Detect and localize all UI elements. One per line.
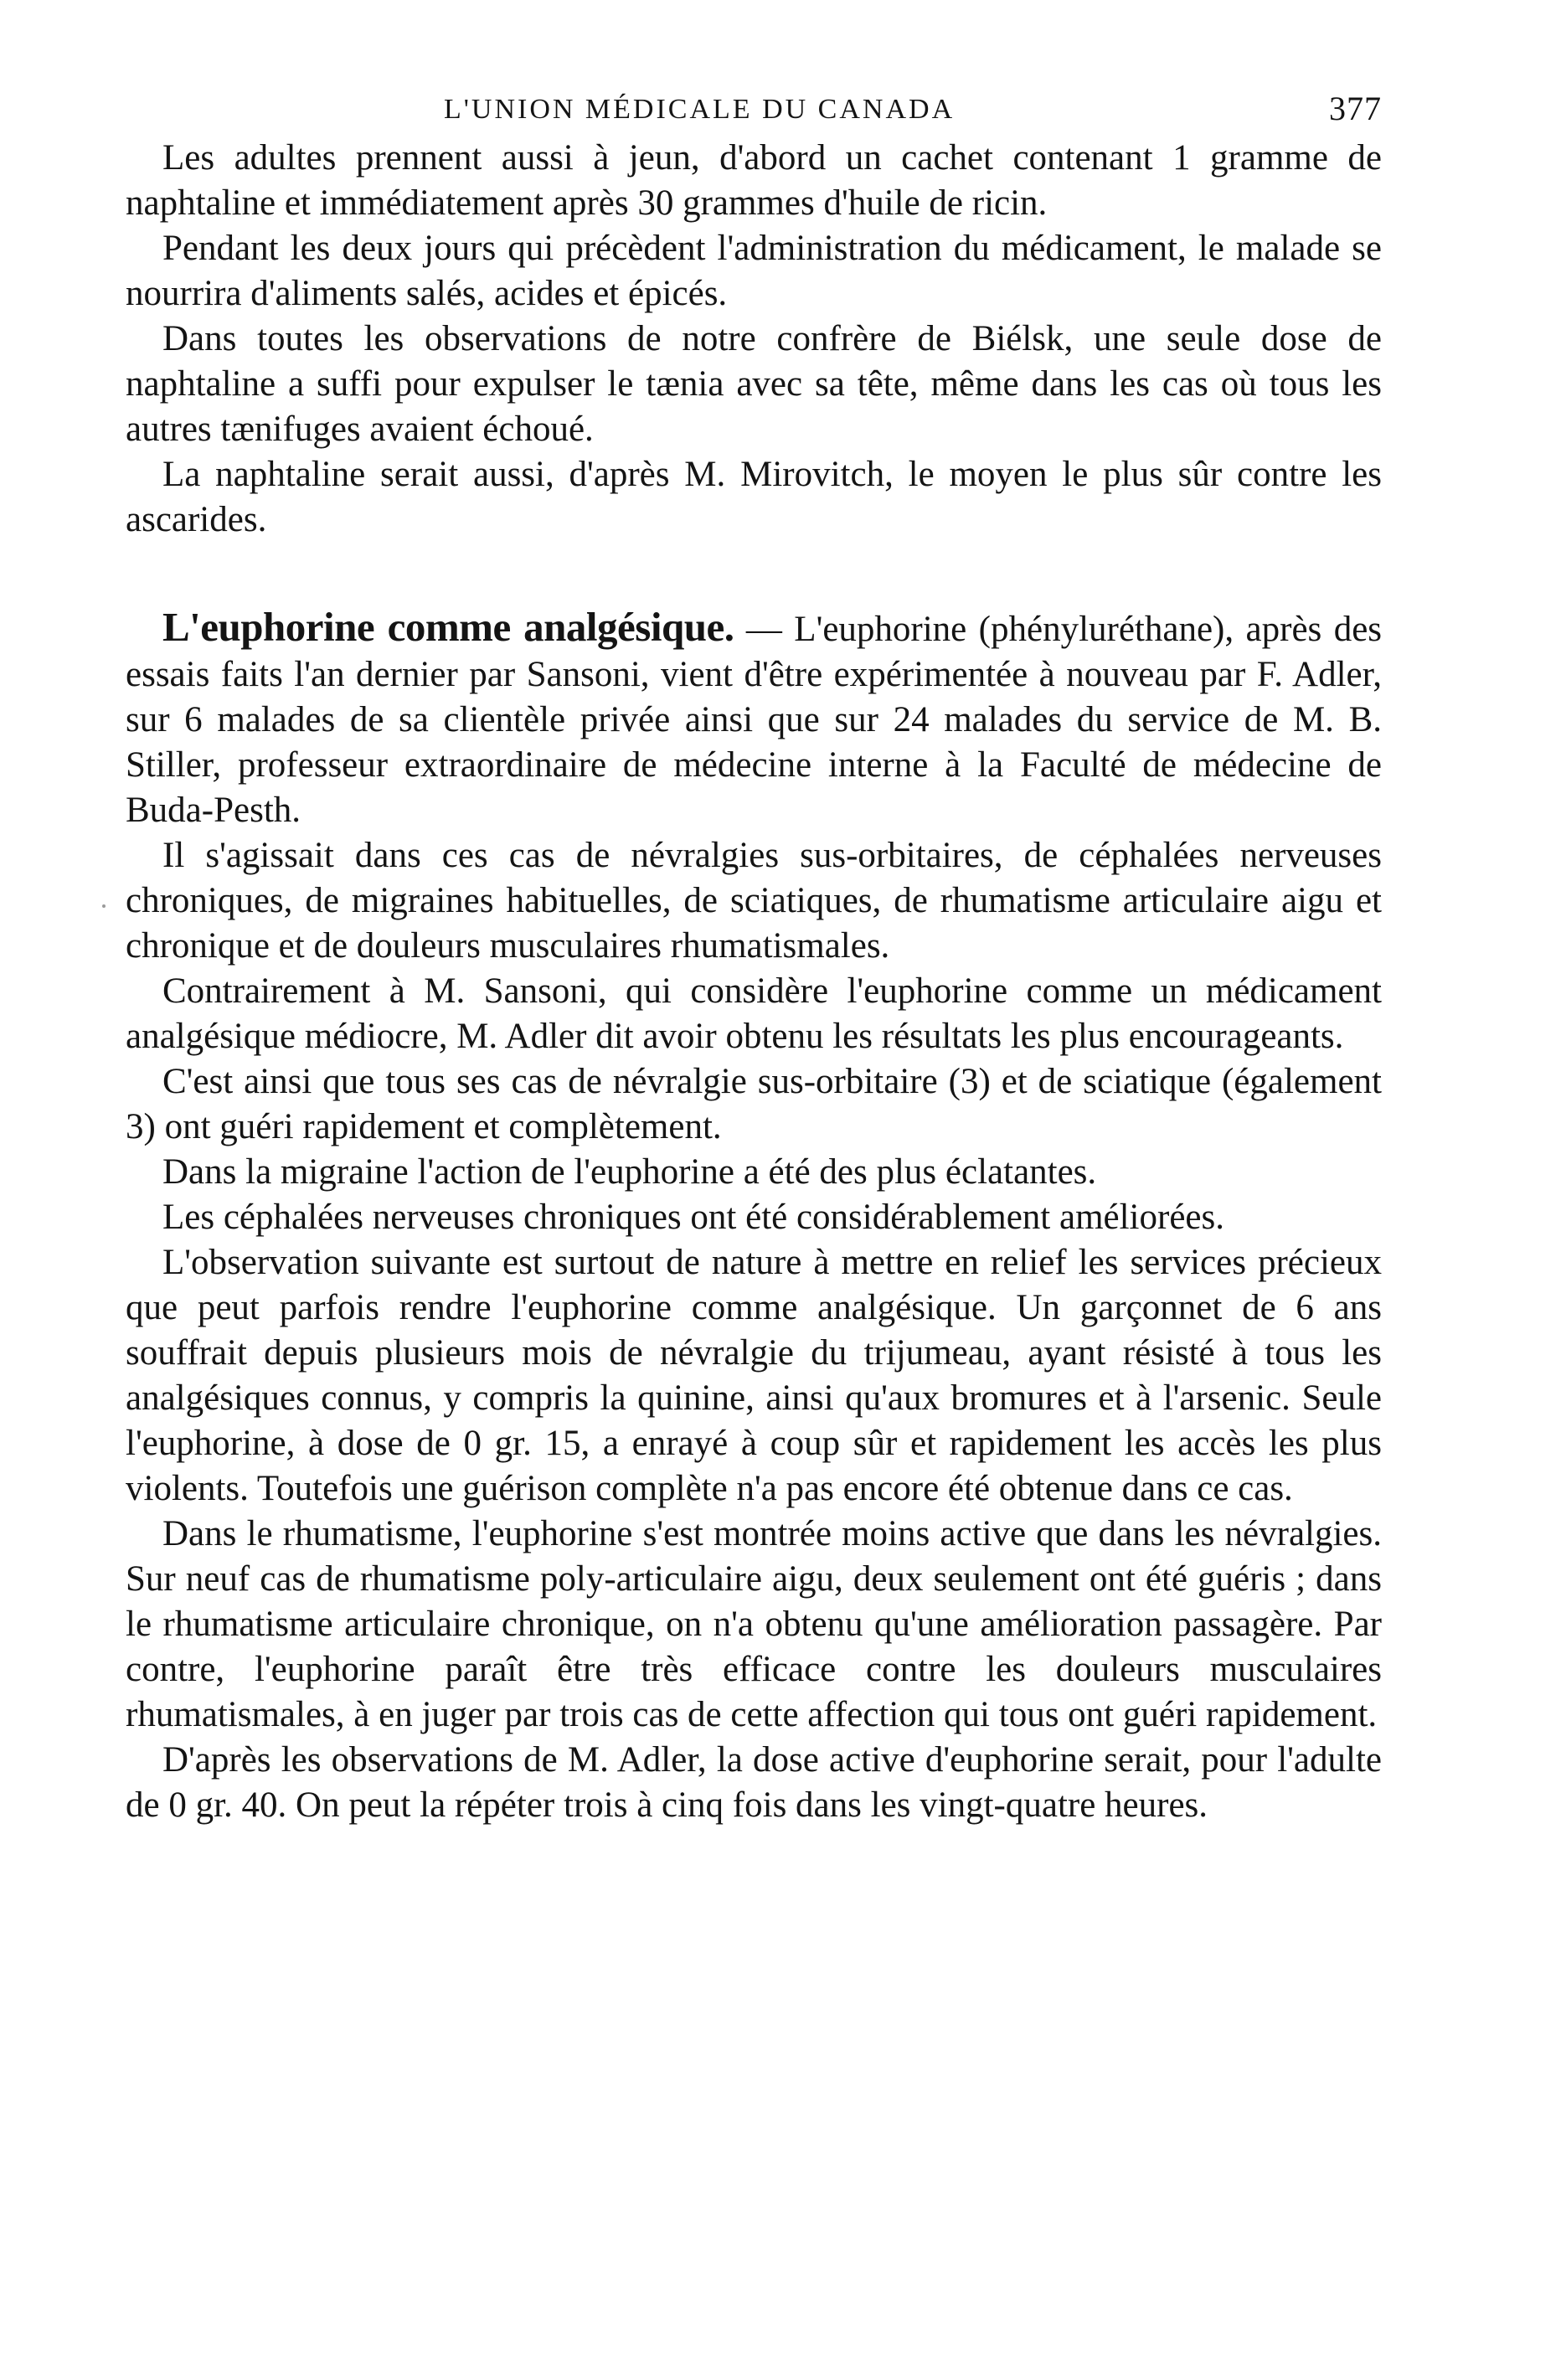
paragraph: Les adultes prennent aussi à jeun, d'abord un cachet contenant 1 gramme de naphtaline et immédiatement après 30 grammes d'huile de ricin. [126,138,1382,223]
paragraph: D'après les observations de M. Adler, la dose active d'euphorine serait, pour l'adulte de 0 gr. 40. On peut la répéter trois à cinq fois dans les vingt-quatre heures. [126,1740,1382,1825]
page-number: 377 [1329,90,1382,127]
section-heading: L'euphorine comme analgésique. [162,604,734,650]
paragraph: Dans le rhumatisme, l'euphorine s'est montrée moins active que dans les névralgies. Sur neuf cas de rhumatisme poly-articulaire aigu, deux seulement ont été guéris ; dans le rhumatisme articulaire chronique, on n'a obtenu qu'une amélioration passagère. Par contre, l'euphorine paraît être très efficace contre les douleurs musculaires rhumatismales, à en juger par trois cas de cette affection qui tous ont guéri rapidement. [126,1514,1382,1734]
running-header [126,77,1382,136]
paragraph: L'observation suivante est surtout de nature à mettre en relief les services précieux que peut parfois rendre l'euphorine comme analgésique. Un garçonnet de 6 ans souffrait depuis plusieurs mois de névralgie du trijumeau, ayant résisté à tous les analgésiques connus, y compris la quinine, ainsi qu'aux bromures et à l'arsenic. Seule l'euphorine, à dose de 0 gr. 15, a enrayé à coup sûr et rapidement les accès les plus violents. Toutefois une guérison complète n'a pas encore été obtenue dans ce cas. [126,1243,1382,1508]
paragraph: Les céphalées nerveuses chroniques ont été considérablement améliorées. [162,1198,1224,1237]
paragraph: C'est ainsi que tous ses cas de névralgie sus-orbitaire (3) et de sciatique (également 3) ont guéri rapidement et complètement. [126,1062,1382,1146]
paragraph: Il s'agissait dans ces cas de névralgies sus-orbitaires, de céphalées nerveuses chroniques, de migraines habituelles, de sciatiques, de rhumatisme articulaire aigu et chronique et de douleurs musculaires rhumatismales. [126,836,1382,966]
paragraph: Dans la migraine l'action de l'euphorine a été des plus éclatantes. [162,1152,1097,1192]
section-lead-paragraph [126,605,1382,833]
journal-page [126,77,1382,1828]
section-spacer [126,543,1382,605]
print-speck [102,904,106,908]
paragraph: Dans toutes les observations de notre confrère de Biélsk, une seule dose de naphtaline a suffi pour expulser le tænia avec sa tête, même dans les cas où tous les autres tænifuges avaient échoué. [126,319,1382,449]
article-body [126,136,1382,1828]
section-lead-text: — L'euphorine (phényluréthane), après des essais faits l'an dernier par Sansoni, vient d'être expérimentée à nouveau par F. Adler, sur 6 malades de sa clientèle privée ainsi que sur 24 malades du service de M. B. Stiller, professeur extraordinaire de médecine interne à la Faculté de médecine de Buda-Pesth. [126,610,1383,830]
paragraph: La naphtaline serait aussi, d'après M. Mirovitch, le moyen le plus sûr contre les ascarides. [126,455,1382,539]
paragraph: Pendant les deux jours qui précèdent l'administration du médicament, le malade se nourrira d'aliments salés, acides et épicés. [126,229,1382,313]
running-title: L'UNION MÉDICALE DU CANADA [444,94,956,125]
paragraph: Contrairement à M. Sansoni, qui considère l'euphorine comme un médicament analgésique médiocre, M. Adler dit avoir obtenu les résultats les plus encourageants. [126,971,1382,1056]
